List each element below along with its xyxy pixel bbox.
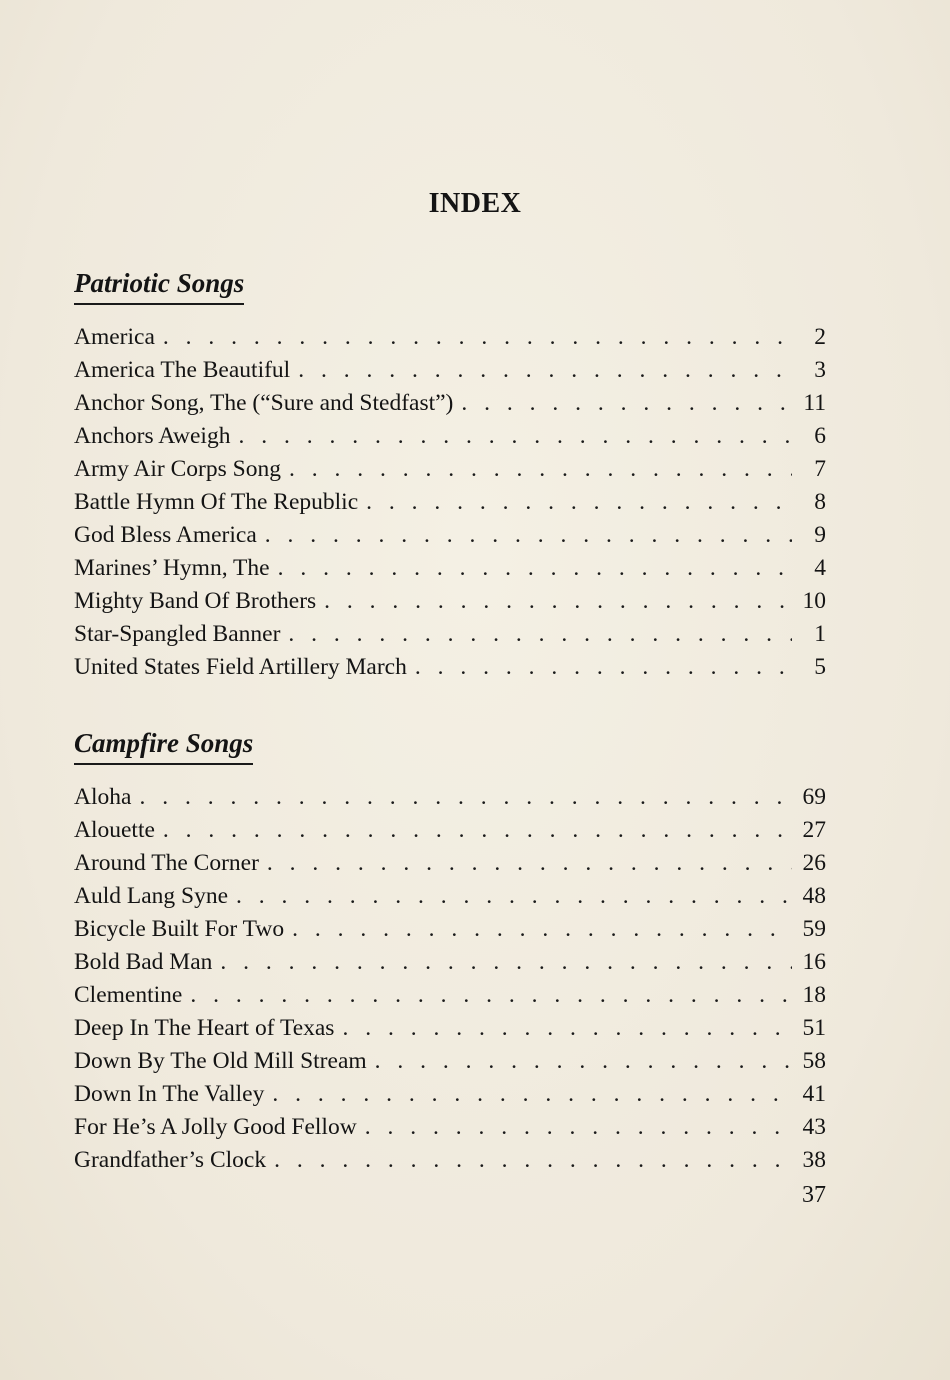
index-entry — [74, 847, 826, 880]
entry-page-number: 16 — [802, 949, 826, 975]
index-entry — [74, 913, 826, 946]
entry-title: Down In The Valley — [74, 1081, 265, 1107]
dot-leader — [357, 1111, 792, 1144]
index-entry — [74, 519, 826, 552]
dot-leader — [290, 354, 792, 387]
dot-leader — [131, 781, 792, 814]
dot-leader — [257, 519, 792, 552]
dot-leader — [155, 321, 792, 354]
entry-page-number: 10 — [802, 588, 826, 614]
entry-page-number: 51 — [802, 1015, 826, 1041]
section-campfire-songs — [74, 728, 826, 1177]
index-entry — [74, 1045, 826, 1078]
section-heading: Patriotic Songs — [74, 268, 244, 305]
entry-title: Around The Corner — [74, 850, 259, 876]
index-entry — [74, 1078, 826, 1111]
entry-page-number: 11 — [803, 390, 826, 416]
entry-page-number: 4 — [814, 555, 826, 581]
entry-page-number: 58 — [802, 1048, 826, 1074]
entry-title: America — [74, 324, 155, 350]
entry-page-number: 2 — [814, 324, 826, 350]
dot-leader — [367, 1045, 792, 1078]
dot-leader — [453, 387, 792, 420]
entry-title: Auld Lang Syne — [74, 883, 229, 909]
entry-page-number: 3 — [814, 357, 826, 383]
dot-leader — [407, 651, 792, 684]
index-entry — [74, 420, 826, 453]
dot-leader — [284, 913, 792, 946]
section-patriotic-songs — [74, 268, 826, 684]
entry-title: Battle Hymn Of The Republic — [74, 489, 359, 515]
dot-leader — [228, 880, 792, 913]
entry-title: Alouette — [74, 817, 155, 843]
dot-leader — [264, 1078, 792, 1111]
entry-title: Mighty Band Of Brothers — [74, 588, 317, 614]
entry-page-number: 43 — [802, 1114, 826, 1140]
entry-title: Clementine — [74, 982, 183, 1008]
entry-title: God Bless America — [74, 522, 257, 548]
entry-title: Grandfather’s Clock — [74, 1147, 267, 1173]
index-entry — [74, 321, 826, 354]
index-entry — [74, 814, 826, 847]
entry-title: America The Beautiful — [74, 357, 291, 383]
entry-list — [74, 781, 826, 1177]
dot-leader — [281, 453, 792, 486]
entry-page-number: 6 — [814, 423, 826, 449]
entry-page-number: 5 — [814, 654, 826, 680]
entry-title: Anchor Song, The (“Sure and Stedfast”) — [74, 390, 454, 416]
entry-page-number: 59 — [802, 916, 826, 942]
dot-leader — [270, 552, 792, 585]
index-entry — [74, 781, 826, 814]
page-title: INDEX — [428, 188, 522, 219]
entry-page-number: 26 — [802, 850, 826, 876]
dot-leader — [182, 979, 792, 1012]
entry-title: Deep In The Heart of Texas — [74, 1015, 335, 1041]
entry-title: United States Field Artillery March — [74, 654, 407, 680]
index-entry — [74, 979, 826, 1012]
dot-leader — [334, 1012, 792, 1045]
dot-leader — [155, 814, 792, 847]
entry-page-number: 9 — [814, 522, 826, 548]
dot-leader — [316, 585, 792, 618]
dot-leader — [259, 847, 792, 880]
dot-leader — [212, 946, 792, 979]
index-entry — [74, 618, 826, 651]
entry-title: Bold Bad Man — [74, 949, 213, 975]
entry-title: Aloha — [74, 784, 132, 810]
index-entry — [74, 1111, 826, 1144]
entry-page-number: 27 — [802, 817, 826, 843]
index-entry — [74, 387, 826, 420]
entry-page-number: 41 — [802, 1081, 826, 1107]
index-entry — [74, 585, 826, 618]
index-entry — [74, 453, 826, 486]
dot-leader — [230, 420, 792, 453]
page-number: 37 — [802, 1182, 826, 1208]
dot-leader — [266, 1144, 792, 1177]
entry-page-number: 38 — [802, 1147, 826, 1173]
index-entry — [74, 552, 826, 585]
entry-page-number: 8 — [814, 489, 826, 515]
entry-page-number: 1 — [814, 621, 826, 647]
index-entry — [74, 880, 826, 913]
entry-title: Star-Spangled Banner — [74, 621, 281, 647]
entry-title: Down By The Old Mill Stream — [74, 1048, 367, 1074]
index-entry — [74, 1012, 826, 1045]
index-entry — [74, 651, 826, 684]
entry-title: Marines’ Hymn, The — [74, 555, 270, 581]
index-entry — [74, 486, 826, 519]
entry-title: Army Air Corps Song — [74, 456, 281, 482]
section-heading: Campfire Songs — [74, 728, 253, 765]
index-entry — [74, 946, 826, 979]
dot-leader — [280, 618, 792, 651]
dot-leader — [358, 486, 792, 519]
entry-title: Bicycle Built For Two — [74, 916, 285, 942]
entry-title: For He’s A Jolly Good Fellow — [74, 1114, 357, 1140]
entry-page-number: 69 — [802, 784, 826, 810]
entry-page-number: 7 — [814, 456, 826, 482]
index-entry — [74, 354, 826, 387]
entry-page-number: 48 — [802, 883, 826, 909]
entry-page-number: 18 — [802, 982, 826, 1008]
entry-list — [74, 321, 826, 684]
entry-title: Anchors Aweigh — [74, 423, 231, 449]
index-entry — [74, 1144, 826, 1177]
